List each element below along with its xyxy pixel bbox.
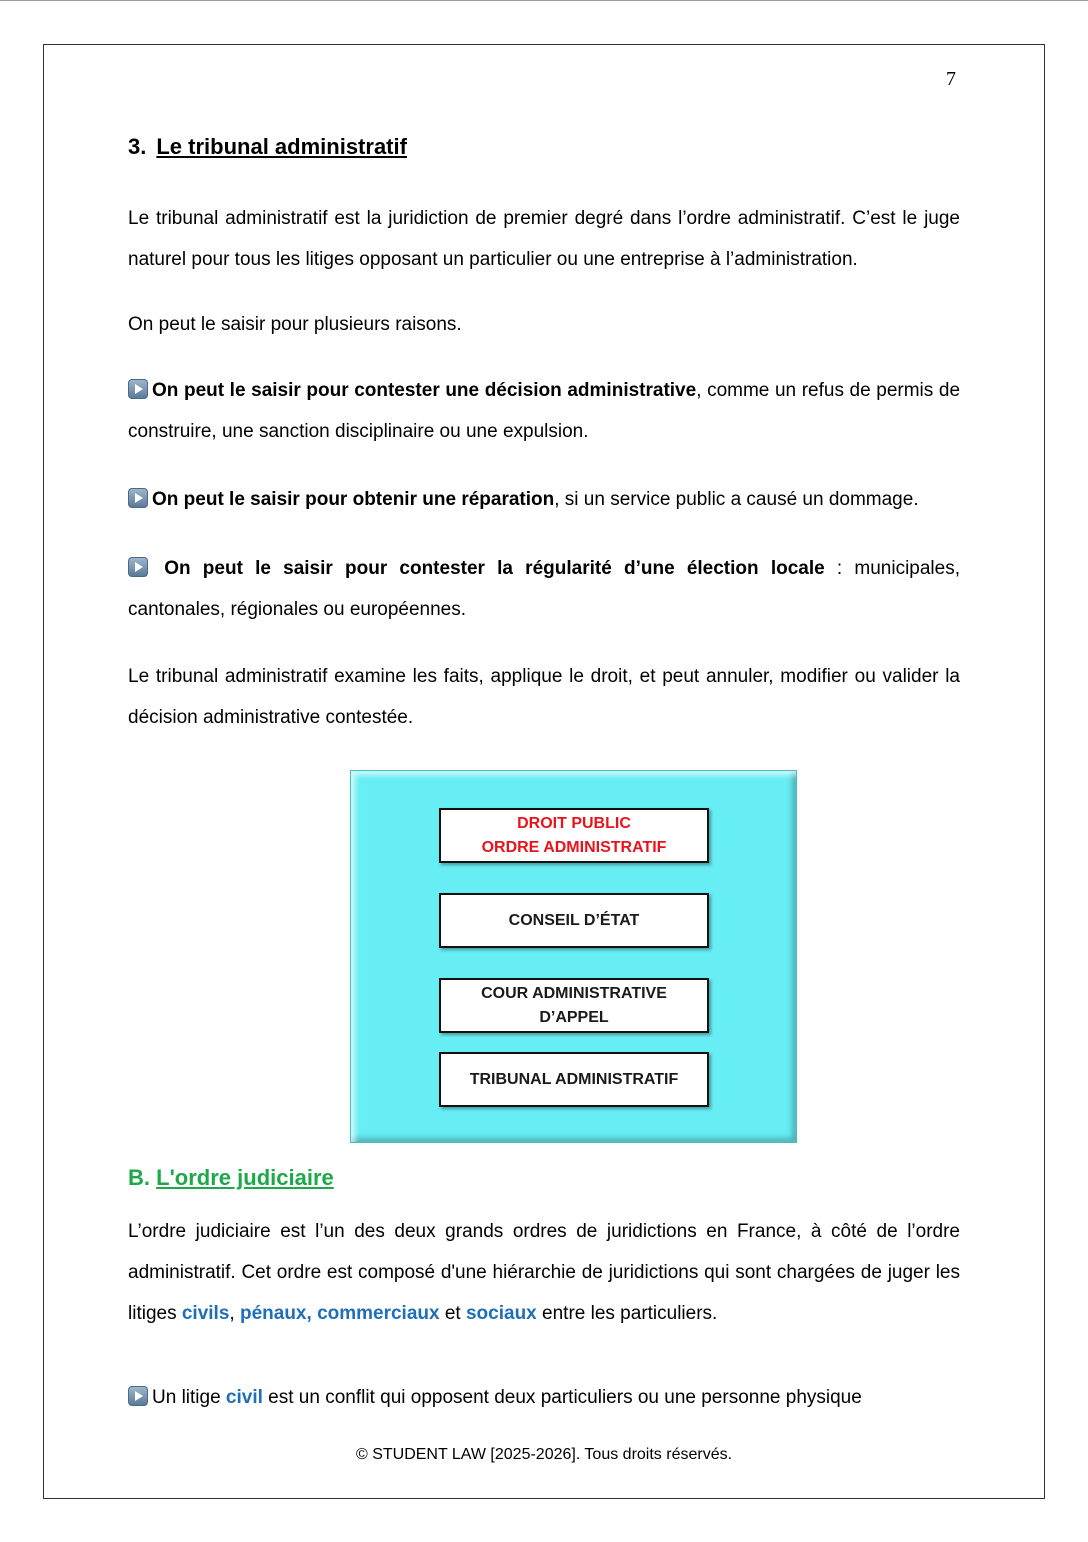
diagram-box-cour-appel bbox=[439, 978, 709, 1033]
page-number: 7 bbox=[946, 68, 956, 90]
intro-paragraph: Le tribunal administratif est la juridiction de premier degré dans l’ordre administratif. C’est le juge naturel pour tous les litiges opposant un particulier ou une entreprise à l’administration. bbox=[128, 208, 960, 270]
text-segment: L’ordre judiciaire est l’un des deux grands ordres de juridictions en France, à côté de l’ordre administratif. Cet ordre est composé d'une hiérarchie de juridictions qui sont chargées de juger les litiges bbox=[128, 1221, 960, 1324]
civil-bullet bbox=[128, 1377, 960, 1418]
bullet-bold-text: On peut le saisir pour contester une décision administrative bbox=[152, 380, 697, 401]
text-segment: entre les particuliers. bbox=[536, 1303, 718, 1324]
diagram-box-droit-public bbox=[439, 808, 709, 863]
section-title: Le tribunal administratif bbox=[156, 134, 407, 159]
bullet-text: , si un service public a causé un dommage. bbox=[554, 489, 919, 510]
play-bullet-icon bbox=[128, 557, 148, 577]
section-b-heading bbox=[128, 1165, 334, 1191]
text-segment: Un litige bbox=[152, 1387, 226, 1408]
keyword-civils: civils bbox=[181, 1303, 230, 1324]
box-line: COUR ADMINISTRATIVE bbox=[481, 984, 667, 1002]
text-segment: est un conflit qui opposent deux particuliers ou une personne physique bbox=[262, 1387, 862, 1408]
hierarchy-diagram bbox=[350, 770, 797, 1143]
box-line: D’APPEL bbox=[539, 1008, 609, 1026]
play-bullet-icon bbox=[128, 488, 148, 508]
play-bullet-icon bbox=[128, 379, 148, 399]
keyword-sociaux: sociaux bbox=[465, 1303, 537, 1324]
diagram-box-conseil-etat bbox=[439, 893, 709, 948]
reasons-intro: On peut le saisir pour plusieurs raisons. bbox=[128, 314, 462, 335]
section-number: 3. bbox=[128, 134, 147, 159]
bullet-bold-text: On peut le saisir pour contester la régularité d’une élection locale bbox=[164, 558, 825, 579]
conclusion-paragraph: Le tribunal administratif examine les faits, applique le droit, et peut annuler, modifier ou valider la décision administrative contestée. bbox=[128, 666, 960, 728]
bullet-contest-decision bbox=[128, 370, 960, 452]
top-rule bbox=[0, 0, 1088, 1]
section-b-title: L'ordre judiciaire bbox=[156, 1165, 334, 1190]
bullet-text: : municipales, cantonales, régionales ou européennes. bbox=[128, 558, 960, 620]
section-heading bbox=[128, 134, 407, 160]
play-bullet-icon bbox=[128, 1386, 148, 1406]
bullet-election bbox=[128, 548, 960, 630]
box-line: CONSEIL D’ÉTAT bbox=[508, 911, 640, 929]
diagram-box-tribunal bbox=[439, 1052, 709, 1107]
bullet-reparation bbox=[128, 479, 960, 520]
judiciaire-paragraph bbox=[128, 1211, 960, 1334]
keyword-penaux: pénaux, bbox=[239, 1303, 312, 1324]
bullet-text: , comme un refus de permis de construire, une sanction disciplinaire ou une expulsion. bbox=[128, 380, 961, 442]
section-b-letter: B. bbox=[128, 1165, 150, 1190]
box-line: DROIT PUBLIC bbox=[517, 814, 631, 832]
box-line: ORDRE ADMINISTRATIF bbox=[481, 838, 667, 856]
bullet-bold-text: On peut le saisir pour obtenir une réparation bbox=[152, 489, 555, 510]
text-segment: , bbox=[229, 1303, 240, 1324]
copyright-footer: © STUDENT LAW [2025-2026]. Tous droits réservés. bbox=[355, 1446, 733, 1463]
text-segment: et bbox=[439, 1303, 466, 1324]
keyword-commerciaux: commerciaux bbox=[317, 1303, 440, 1324]
box-line: TRIBUNAL ADMINISTRATIF bbox=[469, 1070, 679, 1088]
keyword-civil: civil bbox=[225, 1387, 263, 1408]
